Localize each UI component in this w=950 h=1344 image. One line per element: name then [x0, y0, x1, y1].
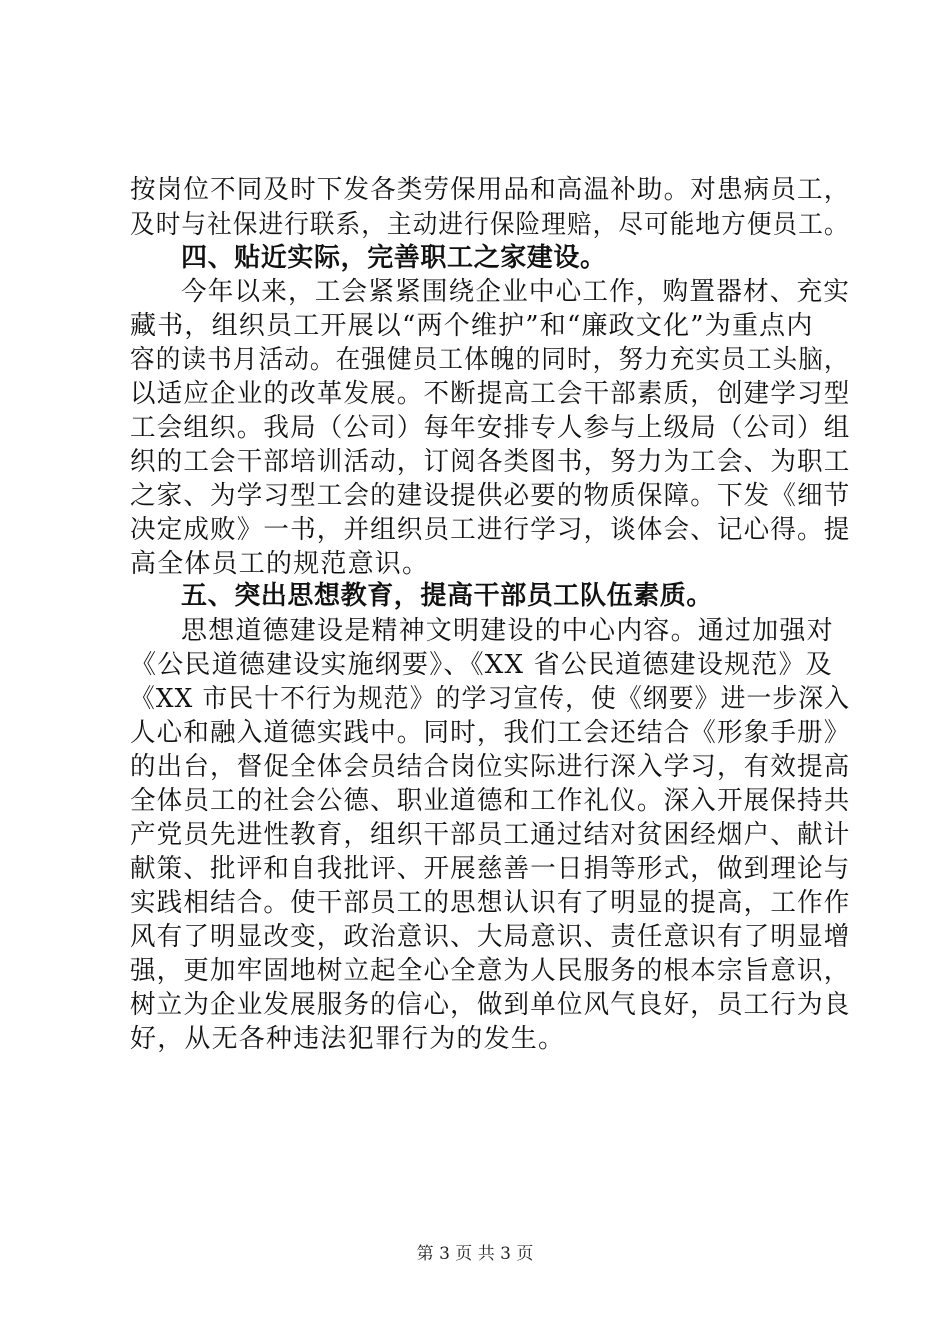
body-text-line: 全体员工的社会公德、职业道德和工作礼仪。深入开展保持共 — [130, 786, 851, 816]
body-text-line: 《XX 市民十不行为规范》的学习宣传，使《纲要》进一步深入 — [130, 684, 851, 714]
body-text-line: 按岗位不同及时下发各类劳保用品和高温补助。对患病员工， — [130, 175, 851, 205]
body-text-line: 风有了明显改变，政治意识、大局意识、责任意识有了明显增 — [130, 922, 851, 952]
body-text-line: 今年以来，工会紧紧围绕企业中心工作，购置器材、充实 — [181, 277, 850, 307]
body-text-line: 实践相结合。使干部员工的思想认识有了明显的提高，工作作 — [130, 888, 851, 918]
body-text-line: 高全体员工的规范意识。 — [130, 549, 430, 579]
body-text-line: 产党员先进性教育，组织干部员工通过结对贫困经烟户、献计 — [130, 820, 851, 850]
section-heading: 五、突出思想教育，提高干部员工队伍素质。 — [181, 581, 714, 611]
body-text-line: 强，更加牢固地树立起全心全意为人民服务的根本宗旨意识， — [130, 956, 851, 986]
body-text-line: 思想道德建设是精神文明建设的中心内容。通过加强对 — [181, 616, 834, 646]
body-text-line: 《公民道德建设实施纲要》、《XX 省公民道德建设规范》及 — [130, 650, 833, 680]
section-heading: 四、贴近实际，完善职工之家建设。 — [181, 243, 607, 273]
body-text-line: 好，从无各种违法犯罪行为的发生。 — [130, 1024, 566, 1054]
body-text-line: 之家、为学习型工会的建设提供必要的物质保障。下发《细节 — [130, 481, 851, 511]
body-text-line: 树立为企业发展服务的信心，做到单位风气良好，员工行为良 — [130, 990, 851, 1020]
body-text-line: 决定成败》一书，并组织员工进行学习，谈体会、记心得。提 — [130, 515, 851, 545]
body-text-line: 织的工会干部培训活动，订阅各类图书，努力为工会、为职工 — [130, 447, 851, 477]
body-text-line: 容的读书月活动。在强健员工体魄的同时，努力充实员工头脑， — [130, 345, 850, 375]
body-text-line: 献策、批评和自我批评、开展慈善一日捐等形式，做到理论与 — [130, 854, 851, 884]
body-text-line: 的出台，督促全体会员结合岗位实际进行深入学习，有效提高 — [130, 752, 851, 782]
body-text-line: 人心和融入道德实践中。同时，我们工会还结合《形象手册》 — [130, 718, 851, 748]
page-number-footer: 第 3 页 共 3 页 — [416, 1244, 534, 1264]
body-text-line: 藏书，组织员工开展以“两个维护”和“廉政文化”为重点内 — [130, 311, 814, 341]
body-text-line: 工会组织。我局（公司）每年安排专人参与上级局（公司）组 — [130, 413, 851, 443]
body-text-line: 及时与社保进行联系，主动进行保险理赔，尽可能地方便员工。 — [130, 210, 850, 240]
body-text-line: 以适应企业的改革发展。不断提高工会干部素质，创建学习型 — [130, 379, 851, 409]
